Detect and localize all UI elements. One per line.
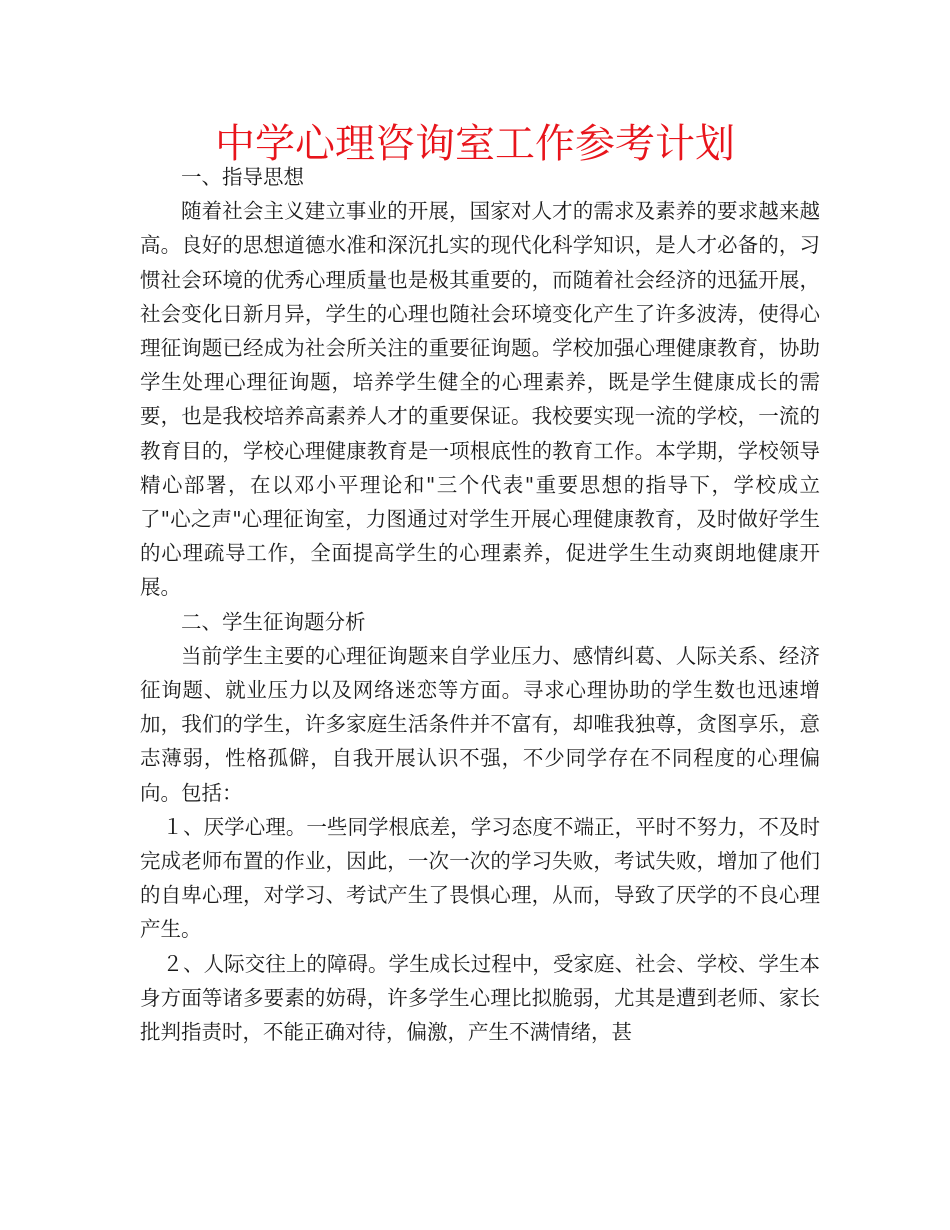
document-title: 中学心理咨询室工作参考计划	[215, 121, 735, 167]
list-item-interpersonal-barriers: ２、人际交往上的障碍。学生成长过程中，受家庭、社会、学校、学生本身方面等诸多要素的妨碍，许多学生心理比拟脆弱，尤其是遭到老师、家长批判指责时，不能正确对待，偏激，产生不满情绪，甚	[140, 951, 820, 1045]
section-heading-problem-analysis: 二、学生征询题分析	[181, 609, 366, 634]
document-body	[140, 160, 820, 1049]
list-item-study-aversion: １、厌学心理。一些同学根底差，学习态度不端正，平时不努力，不及时完成老师布置的作业，因此，一次一次的学习失败，考试失败，增加了他们的自卑心理，对学习、考试产生了畏惧心理，从而，导致了厌学的不良心理产生。	[140, 814, 820, 942]
section-heading-guiding-thought: 一、指导思想	[181, 165, 304, 189]
paragraph-problem-analysis: 当前学生主要的心理征询题来自学业压力、感情纠葛、人际关系、经济征询题、就业压力以及网络迷恋等方面。寻求心理协助的学生数也迅速增加，我们的学生，许多家庭生活条件并不富有，却唯我独尊，贪图享乐，意志薄弱，性格孤僻，自我开展认识不强，不少同学存在不同程度的心理偏向。包括：	[140, 643, 820, 805]
paragraph-guiding-thought: 随着社会主义建立事业的开展，国家对人才的需求及素养的要求越来越高。良好的思想道德水准和深沉扎实的现代化科学知识，是人才必备的，习惯社会环境的优秀心理质量也是极其重要的，而随着社会经济的迅猛开展，社会变化日新月异，学生的心理也随社会环境变化产生了许多波涛，使得心理征询题已经成为社会所关注的重要征询题。学校加强心理健康教育，协助学生处理心理征询题，培养学生健全的心理素养，既是学生健康成长的需要，也是我校培养高素养人才的重要保证。我校要实现一流的学校，一流的教育目的，学校心理健康教育是一项根底性的教育工作。本学期，学校领导精心部署，在以邓小平理论和"三个代表"重要思想的指导下，学校成立了"心之声"心理征询室，力图通过对学生开展心理健康教育，及时做好学生的心理疏导工作，全面提高学生的心理素养，促进学生生动爽朗地健康开展。	[140, 199, 820, 600]
